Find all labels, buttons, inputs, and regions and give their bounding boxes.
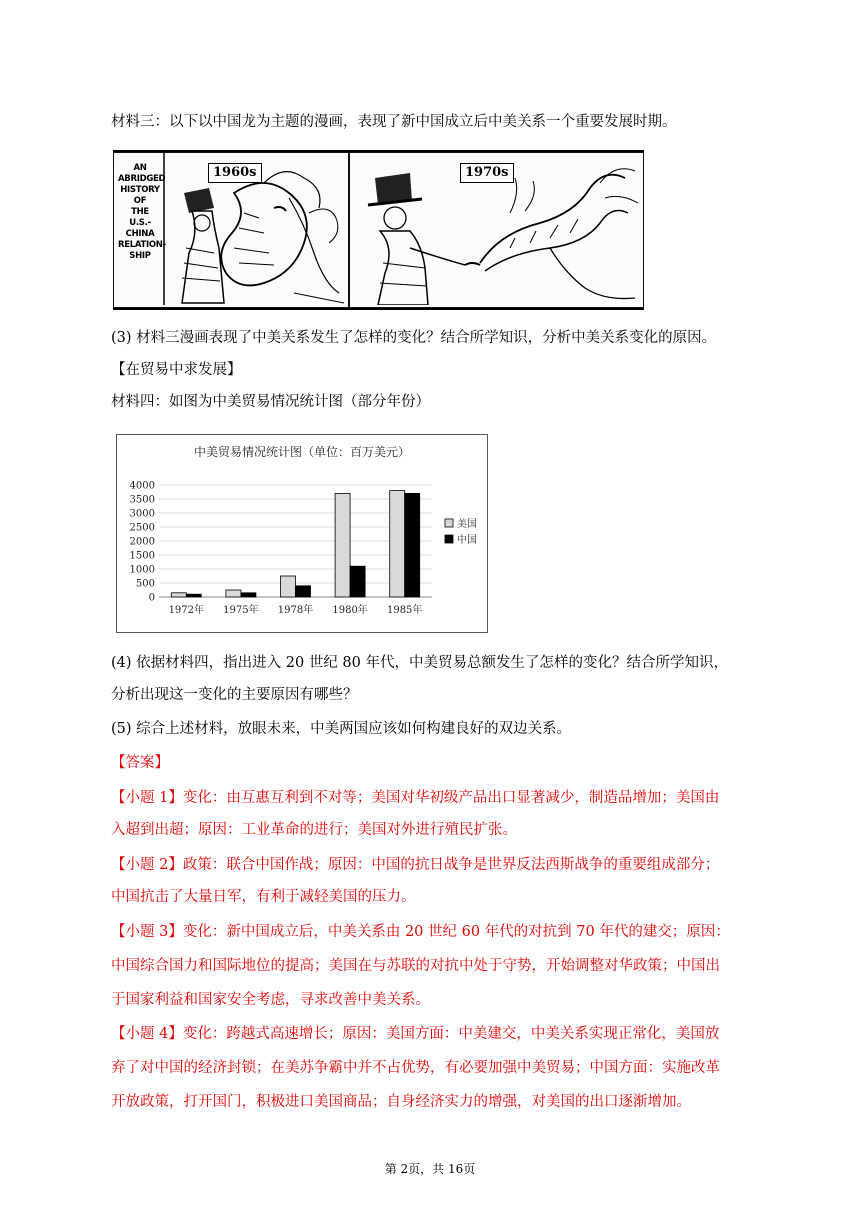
answer-4-line-3: 开放政策，打开国门，积极进口美国商品；自身经济实力的增强，对美国的出口逐渐增加。 — [111, 1094, 691, 1110]
bar-美国-1985年 — [390, 491, 405, 597]
question-4-line-1: (4) 依据材料四，指出进入 20 世纪 80 年代，中美贸易总额发生了怎样的变化？结合所学知识， — [111, 655, 728, 671]
chart-title: 中美贸易情况统计图（单位：百万美元） — [193, 445, 410, 459]
y-tick-label-3500: 3500 — [129, 494, 155, 506]
y-tick-label-1500: 1500 — [129, 550, 155, 562]
page-footer: 第 2页，共 16页 — [384, 1162, 476, 1176]
material4-intro: 材料四：如图为中美贸易情况统计图（部分年份） — [111, 394, 430, 410]
answer-4-line-2: 弃了对中国的经济封锁；在美苏争霸中并不占优势，有必要加强中美贸易；中国方面：实施改革 — [111, 1060, 720, 1076]
answer-1-line-2: 入超到出超；原因：工业革命的进行；美国对外进行殖民扩张。 — [111, 822, 517, 838]
material3-intro: 材料三：以下以中国龙为主题的漫画，表现了新中国成立后中美关系一个重要发展时期。 — [111, 114, 677, 130]
y-tick-label-3000: 3000 — [129, 508, 155, 520]
legend-swatch-中国 — [445, 535, 453, 543]
answer-2-line-1: 【小题 2】政策：联合中国作战；原因：中国的抗日战争是世界反法西斯战争的重要组成部分； — [111, 857, 720, 873]
bar-美国-1978年 — [281, 576, 296, 597]
section-heading-trade: 【在贸易中求发展】 — [111, 362, 242, 378]
y-tick-label-0: 0 — [148, 592, 155, 604]
x-tick-label-1975年: 1975年 — [223, 605, 259, 616]
answer-4-line-1: 【小题 4】变化：跨越式高速增长；原因：美国方面：中美建交，中美关系实现正常化，美国放 — [111, 1026, 720, 1042]
x-tick-label-1972年: 1972年 — [168, 605, 205, 616]
bar-中国-1975年 — [241, 593, 256, 597]
answer-3-line-2: 中国综合国力和国际地位的提高；美国在与苏联的对抗中处于守势，开始调整对华政策；中国出 — [111, 958, 720, 974]
comic-drawing-left — [114, 153, 348, 305]
bar-美国-1980年 — [335, 493, 350, 597]
bar-美国-1972年 — [171, 593, 186, 597]
bar-美国-1975年 — [226, 590, 241, 597]
answer-2-line-2: 中国抗击了大量日军，有利于减轻美国的压力。 — [111, 889, 416, 905]
bar-中国-1980年 — [350, 566, 365, 597]
y-tick-label-500: 500 — [135, 578, 155, 590]
comic-panel-1960s — [113, 152, 349, 308]
legend-label-美国: 美国 — [457, 519, 477, 530]
comic-side-caption: AN ABRIDGED HISTORY OF THE U.S.- CHINA RELATION- SHIP — [118, 163, 166, 261]
answer-3-line-3: 于国家利益和国家安全考虑，寻求改善中美关系。 — [111, 992, 430, 1008]
x-tick-label-1985年: 1985年 — [386, 605, 423, 616]
y-tick-label-1000: 1000 — [129, 564, 155, 576]
comic-panel-1970s — [349, 152, 644, 308]
x-tick-label-1980年: 1980年 — [332, 605, 368, 616]
comic-drawing-right — [350, 153, 643, 305]
legend-label-中国: 中国 — [457, 535, 477, 546]
legend-swatch-美国 — [445, 519, 453, 527]
answer-1-line-1: 【小题 1】变化：由互惠互利到不对等；美国对华初级产品出口显著减少，制造品增加；美国由 — [111, 790, 720, 806]
trade-chart — [116, 434, 488, 633]
answer-heading: 【答案】 — [111, 755, 169, 771]
y-tick-label-2000: 2000 — [129, 536, 155, 548]
question-4-line-2: 分析出现这一变化的主要原因有哪些？ — [111, 687, 358, 703]
bar-中国-1978年 — [296, 586, 311, 597]
chart-plot — [117, 435, 487, 632]
bar-中国-1972年 — [186, 594, 201, 597]
bar-中国-1985年 — [405, 493, 420, 597]
comic-year-1960s: 1960s — [208, 163, 262, 183]
y-tick-label-4000: 4000 — [129, 480, 155, 492]
x-tick-label-1978年: 1978年 — [277, 605, 314, 616]
comic-image — [113, 150, 644, 310]
answer-3-line-1: 【小题 3】变化：新中国成立后，中美关系由 20 世纪 60 年代的对抗到 70 年代的建交；原因： — [111, 924, 730, 940]
comic-year-1970s: 1970s — [460, 163, 514, 183]
question-5: (5) 综合上述材料，放眼未来，中美两国应该如何构建良好的双边关系。 — [111, 721, 572, 737]
question-3: (3) 材料三漫画表现了中美关系发生了怎样的变化？结合所学知识，分析中美关系变化的原因。 — [111, 330, 717, 346]
y-tick-label-2500: 2500 — [129, 522, 155, 534]
